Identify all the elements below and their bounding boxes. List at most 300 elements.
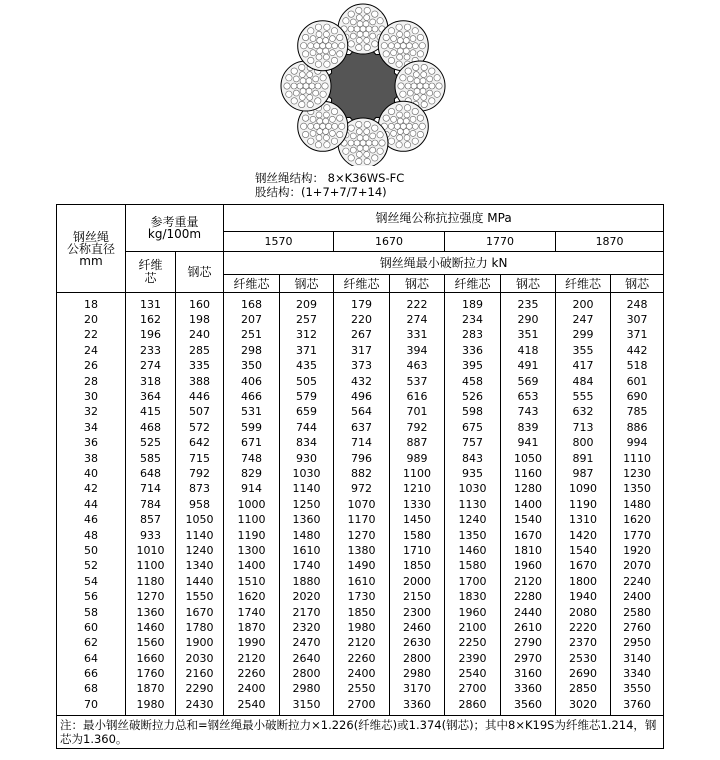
table-cell: 715: [176, 451, 224, 466]
wire: [383, 34, 389, 40]
table-cell: 601: [611, 374, 664, 389]
table-cell: 1420: [556, 528, 611, 543]
wire: [363, 21, 369, 27]
header-min-breaking-force: 钢丝绳最小破断拉力 kN: [224, 252, 664, 275]
table-cell: 1240: [176, 543, 224, 558]
table-cell: 1660: [126, 651, 176, 666]
table-row: [57, 559, 664, 574]
table-cell: 744: [280, 420, 334, 435]
table-cell: 3760: [611, 697, 664, 715]
wire: [372, 140, 378, 146]
table-cell: 1670: [556, 559, 611, 574]
wire: [323, 118, 329, 124]
table-cell: 839: [501, 420, 556, 435]
wire: [404, 54, 410, 60]
table-cell: 1770: [611, 528, 664, 543]
sub-fiber-core: 纤维芯: [445, 275, 501, 293]
wire: [364, 7, 370, 13]
table-cell: 2000: [390, 574, 445, 589]
wire: [322, 83, 328, 89]
wire: [404, 31, 410, 37]
wire: [391, 50, 397, 56]
wire: [337, 34, 343, 40]
wire: [320, 75, 326, 81]
table-cell: 3020: [556, 697, 611, 715]
table-cell: 2690: [556, 666, 611, 681]
table-cell: 2530: [556, 651, 611, 666]
table-cell: 2030: [176, 651, 224, 666]
wire: [299, 64, 305, 70]
table-cell: 274: [126, 359, 176, 374]
wire: [388, 57, 394, 63]
table-cell: 1380: [334, 543, 390, 558]
wire: [317, 118, 323, 124]
wire: [284, 83, 290, 89]
table-cell: 406: [224, 374, 280, 389]
table-cell: 50: [57, 543, 126, 558]
sub-steel-core: 钢芯: [390, 275, 445, 293]
header-diameter: 钢丝绳 公称直径 mm: [57, 205, 126, 293]
table-cell: 1350: [445, 528, 501, 543]
table-cell: 2470: [280, 636, 334, 651]
wire: [356, 44, 362, 50]
table-cell: 1730: [334, 589, 390, 604]
table-cell: 318: [126, 374, 176, 389]
table-cell: 351: [501, 328, 556, 343]
wire: [410, 50, 416, 56]
wire: [302, 34, 308, 40]
wire: [300, 78, 306, 84]
wire: [343, 148, 349, 154]
wire: [379, 140, 385, 146]
table-cell: 525: [126, 436, 176, 451]
table-cell: 64: [57, 651, 126, 666]
table-cell: 1960: [501, 559, 556, 574]
wire: [291, 98, 297, 104]
table-cell: 648: [126, 466, 176, 481]
wire: [310, 50, 316, 56]
wire: [414, 78, 420, 84]
header-weight: 参考重量 kg/100m: [126, 205, 224, 252]
table-cell: 616: [390, 389, 445, 404]
wire: [291, 68, 297, 74]
wire: [372, 11, 378, 17]
wire: [291, 83, 297, 89]
table-cell: 298: [224, 343, 280, 358]
wire: [350, 133, 356, 139]
wire: [396, 61, 402, 67]
wire: [331, 57, 337, 63]
header-tensile-strength: 钢丝绳公称抗拉强度 MPa: [224, 205, 664, 232]
wire: [331, 28, 337, 34]
table-cell: 659: [280, 405, 334, 420]
wire: [364, 44, 370, 50]
wire: [324, 105, 330, 111]
wire: [370, 19, 376, 25]
wire: [404, 105, 410, 111]
sub-fiber-core: 纤维芯: [556, 275, 611, 293]
table-cell: 1050: [501, 451, 556, 466]
table-cell: 2370: [556, 636, 611, 651]
table-cell: 800: [556, 436, 611, 451]
table-row: [57, 512, 664, 527]
table-row: [57, 482, 664, 497]
table-cell: 1090: [556, 482, 611, 497]
table-cell: 458: [445, 374, 501, 389]
table-row: [57, 293, 664, 313]
table-cell: 518: [611, 359, 664, 374]
table-cell: 371: [611, 328, 664, 343]
table-cell: 30: [57, 389, 126, 404]
table-cell: 2320: [280, 620, 334, 635]
table-cell: 784: [126, 497, 176, 512]
wire: [337, 115, 343, 121]
table-cell: 1620: [611, 512, 664, 527]
table-cell: 1000: [224, 497, 280, 512]
wire: [293, 76, 299, 82]
table-cell: 1400: [224, 559, 280, 574]
wire: [293, 90, 299, 96]
table-cell: 442: [611, 343, 664, 358]
table-cell: 1250: [280, 497, 334, 512]
table-cell: 36: [57, 436, 126, 451]
table-cell: 2800: [390, 651, 445, 666]
table-cell: 2120: [334, 636, 390, 651]
table-row: [57, 374, 664, 389]
table-cell: 632: [556, 405, 611, 420]
wire: [412, 138, 418, 144]
table-cell: 2020: [280, 589, 334, 604]
table-cell: 1870: [224, 620, 280, 635]
table-cell: 2850: [556, 682, 611, 697]
wire: [388, 108, 394, 114]
table-cell: 1050: [176, 512, 224, 527]
wire: [412, 28, 418, 34]
table-cell: 526: [445, 389, 501, 404]
wire: [348, 26, 354, 32]
table-cell: 2460: [390, 620, 445, 635]
table-cell: 792: [390, 420, 445, 435]
wire: [306, 88, 312, 94]
table-cell: 2070: [611, 559, 664, 574]
table-row: [57, 497, 664, 512]
table-cell: 507: [176, 405, 224, 420]
table-cell: 1510: [224, 574, 280, 589]
wire: [397, 54, 403, 60]
wire: [397, 38, 403, 44]
wire: [339, 43, 345, 49]
wire: [413, 72, 419, 78]
wire: [323, 31, 329, 37]
table-cell: 2080: [556, 605, 611, 620]
table-cell: 189: [445, 293, 501, 313]
table-cell: 2950: [611, 636, 664, 651]
table-row: [57, 451, 664, 466]
table-cell: 1670: [501, 528, 556, 543]
table-cell: 373: [334, 359, 390, 374]
wire: [410, 130, 416, 136]
table-cell: 1190: [556, 497, 611, 512]
wire: [363, 145, 369, 151]
table-cell: 28: [57, 374, 126, 389]
table-cell: 336: [445, 343, 501, 358]
wire: [400, 91, 406, 97]
wire: [316, 54, 322, 60]
wire: [403, 48, 409, 54]
wire: [356, 121, 362, 127]
table-cell: 1710: [390, 543, 445, 558]
table-cell: 417: [556, 359, 611, 374]
wire: [329, 50, 335, 56]
wire: [391, 36, 397, 42]
wire: [348, 11, 354, 17]
table-cell: 2290: [176, 682, 224, 697]
table-cell: 2240: [611, 574, 664, 589]
table-cell: 1140: [280, 482, 334, 497]
wire: [434, 91, 440, 97]
strand-structure-label: 股结构：: [255, 185, 301, 199]
table-cell: 1740: [280, 559, 334, 574]
table-cell: 714: [126, 482, 176, 497]
table-cell: 1700: [445, 574, 501, 589]
wire: [377, 148, 383, 154]
wire: [427, 76, 433, 82]
table-cell: 935: [445, 466, 501, 481]
wire: [397, 112, 403, 118]
wire: [364, 121, 370, 127]
table-row: [57, 605, 664, 620]
table-cell: 585: [126, 451, 176, 466]
table-cell: 388: [176, 374, 224, 389]
wire: [356, 37, 362, 43]
table-cell: 395: [445, 359, 501, 374]
table-cell: 32: [57, 405, 126, 420]
table-cell: 2220: [556, 620, 611, 635]
table-cell: 18: [57, 293, 126, 313]
header-steel-core-weight: 钢芯: [176, 252, 224, 293]
table-cell: 248: [611, 293, 664, 313]
wire: [337, 131, 343, 137]
table-cell: 491: [501, 359, 556, 374]
table-cell: 1100: [224, 512, 280, 527]
table-cell: 20: [57, 312, 126, 327]
wire: [434, 75, 440, 81]
table-cell: 1160: [501, 466, 556, 481]
wire: [317, 38, 323, 44]
table-cell: 2100: [445, 620, 501, 635]
table-cell: 2150: [390, 589, 445, 604]
wire: [315, 98, 321, 104]
wire: [299, 72, 305, 78]
wire: [307, 94, 313, 100]
table-cell: 1030: [280, 466, 334, 481]
table-cell: 46: [57, 512, 126, 527]
table-cell: 394: [390, 343, 445, 358]
table-cell: 196: [126, 328, 176, 343]
table-cell: 2540: [445, 666, 501, 681]
table-cell: 1560: [126, 636, 176, 651]
table-cell: 468: [126, 420, 176, 435]
table-cell: 233: [126, 343, 176, 358]
table-cell: 829: [224, 466, 280, 481]
table-cell: 2400: [224, 682, 280, 697]
table-cell: 3140: [611, 651, 664, 666]
wire: [398, 83, 404, 89]
table-cell: 1540: [556, 543, 611, 558]
table-cell: 3170: [390, 682, 445, 697]
table-cell: 1610: [280, 543, 334, 558]
table-cell: 1340: [176, 559, 224, 574]
table-cell: 1280: [501, 482, 556, 497]
wire: [421, 72, 427, 78]
wire: [315, 61, 321, 67]
table-cell: 675: [445, 420, 501, 435]
wire: [323, 135, 329, 141]
table-cell: 1440: [176, 574, 224, 589]
table-cell: 1850: [334, 605, 390, 620]
table-cell: 2610: [501, 620, 556, 635]
table-cell: 757: [445, 436, 501, 451]
table-cell: 1330: [390, 497, 445, 512]
sub-steel-core: 钢芯: [501, 275, 556, 293]
table-cell: 26: [57, 359, 126, 374]
table-cell: 1610: [334, 574, 390, 589]
wire: [356, 15, 362, 21]
table-cell: 371: [280, 343, 334, 358]
wire: [397, 135, 403, 141]
table-cell: 3550: [611, 682, 664, 697]
wire: [302, 51, 308, 57]
wire: [332, 43, 338, 49]
wire: [310, 130, 316, 136]
table-cell: 743: [501, 405, 556, 420]
grade-1670: 1670: [334, 232, 445, 252]
table-cell: 2400: [334, 666, 390, 681]
table-cell: 1190: [224, 528, 280, 543]
table-cell: 671: [224, 436, 280, 451]
wire: [324, 142, 330, 148]
table-cell: 24: [57, 343, 126, 358]
table-cell: 958: [176, 497, 224, 512]
table-row: [57, 389, 664, 404]
wire: [404, 112, 410, 118]
wire: [356, 151, 362, 157]
table-cell: 48: [57, 528, 126, 543]
table-cell: 234: [445, 312, 501, 327]
wire: [323, 54, 329, 60]
wire: [323, 112, 329, 118]
table-cell: 2160: [176, 666, 224, 681]
rope-cross-section: [252, 0, 470, 166]
wire: [364, 15, 370, 21]
wire: [331, 108, 337, 114]
rope-spec-table: [56, 204, 664, 749]
table-cell: 2260: [334, 651, 390, 666]
sub-steel-core: 钢芯: [611, 275, 664, 293]
wire: [357, 21, 363, 27]
table-cell: 3160: [501, 666, 556, 681]
table-cell: 834: [280, 436, 334, 451]
wire: [417, 131, 423, 137]
wire: [421, 101, 427, 107]
table-cell: 1270: [334, 528, 390, 543]
wire: [404, 24, 410, 30]
table-cell: 1010: [126, 543, 176, 558]
wire: [412, 123, 418, 129]
table-cell: 2630: [390, 636, 445, 651]
table-cell: 989: [390, 451, 445, 466]
table-row: [57, 420, 664, 435]
table-cell: 748: [224, 451, 280, 466]
table-cell: 531: [224, 405, 280, 420]
wire: [404, 135, 410, 141]
wire: [310, 116, 316, 122]
table-cell: 435: [280, 359, 334, 374]
wire: [364, 37, 370, 43]
table-cell: 1800: [556, 574, 611, 589]
table-cell: 1490: [334, 559, 390, 574]
table-cell: 496: [334, 389, 390, 404]
wire: [301, 43, 307, 49]
table-cell: 240: [176, 328, 224, 343]
table-cell: 2120: [224, 651, 280, 666]
table-row: [57, 697, 664, 715]
table-cell: 2430: [176, 697, 224, 715]
table-cell: 1270: [126, 589, 176, 604]
wire: [397, 31, 403, 37]
table-cell: 432: [334, 374, 390, 389]
table-cell: 307: [611, 312, 664, 327]
table-cell: 2260: [224, 666, 280, 681]
table-cell: 44: [57, 497, 126, 512]
table-cell: 355: [556, 343, 611, 358]
wire: [315, 83, 321, 89]
wire: [299, 101, 305, 107]
table-cell: 38: [57, 451, 126, 466]
table-cell: 466: [224, 389, 280, 404]
table-cell: 42: [57, 482, 126, 497]
table-cell: 198: [176, 312, 224, 327]
wire: [404, 142, 410, 148]
table-cell: 2400: [611, 589, 664, 604]
table-cell: 1940: [556, 589, 611, 604]
wire: [350, 147, 356, 153]
table-cell: 1550: [176, 589, 224, 604]
wire: [337, 51, 343, 57]
table-cell: 1880: [280, 574, 334, 589]
table-row: [57, 682, 664, 697]
wire: [405, 68, 411, 74]
wire: [302, 115, 308, 121]
table-cell: 569: [501, 374, 556, 389]
wire: [315, 24, 321, 30]
wire: [286, 75, 292, 81]
table-cell: 1070: [334, 497, 390, 512]
table-cell: 285: [176, 343, 224, 358]
wire: [417, 51, 423, 57]
wire: [364, 129, 370, 135]
sub-steel-core: 钢芯: [280, 275, 334, 293]
wire: [429, 68, 435, 74]
table-cell: 785: [611, 405, 664, 420]
wire: [307, 101, 313, 107]
table-cell: 2540: [224, 697, 280, 715]
table-cell: 598: [445, 405, 501, 420]
wire: [417, 34, 423, 40]
table-cell: 350: [224, 359, 280, 374]
table-cell: 1900: [176, 636, 224, 651]
table-row: [57, 636, 664, 651]
